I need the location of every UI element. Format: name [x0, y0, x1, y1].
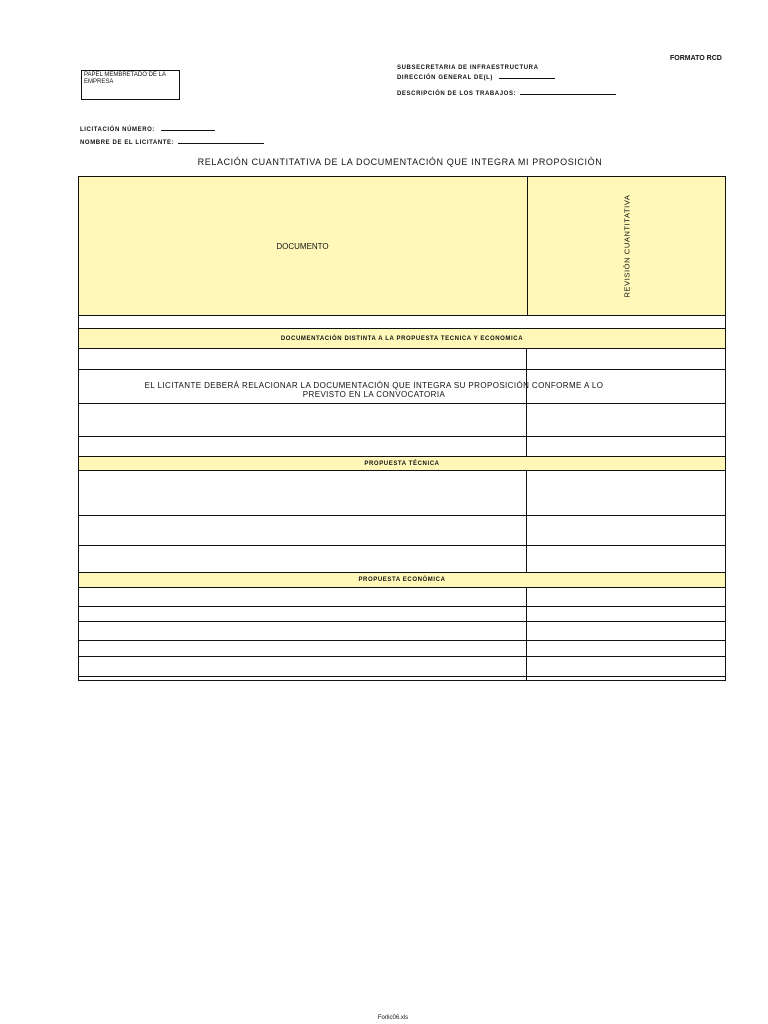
column-header-revision [527, 177, 725, 315]
descripcion-blank[interactable] [520, 88, 616, 95]
licitacion-numero-label: LICITACIÓN NÚMERO: [80, 127, 156, 133]
table-row[interactable] [79, 403, 725, 437]
section-header-propuesta-tecnica: PROPUESTA TÉCNICA [79, 456, 725, 471]
column-divider [526, 470, 527, 572]
table-row[interactable] [79, 515, 725, 546]
table-row[interactable] [79, 545, 725, 573]
table-row[interactable] [79, 436, 725, 457]
licitante-nombre-label: NOMBRE DE EL LICITANTE: [80, 140, 175, 146]
instruction-note: EL LICITANTE DEBERÁ RELACIONAR LA DOCUMENTACIÓN QUE INTEGRA SU PROPOSICIÓN CONFORME A LO PREVISTO EN LA CONVOCATORIA [144, 381, 604, 399]
section-header-propuesta-economica: PROPUESTA ECONÓMICA [79, 572, 725, 587]
format-code: FORMATO RCD [670, 55, 722, 62]
table-bottom-line [79, 676, 725, 677]
column-header-revision-label: REVISIÓN CUANTITATIVA [622, 194, 631, 298]
licitacion-numero-line [80, 124, 215, 133]
page-title: RELACIÓN CUANTITATIVA DE LA DOCUMENTACIÓN QUE INTEGRA MI PROPOSICIÓN [197, 157, 603, 167]
subsecretaria-label: SUBSECRETARIA DE INFRAESTRUCTURA [397, 65, 539, 71]
descripcion-label: DESCRIPCIÓN DE LOS TRABAJOS: [397, 91, 517, 97]
column-divider [526, 348, 527, 456]
table-row[interactable] [79, 587, 725, 607]
direccion-line [397, 72, 555, 81]
table-row[interactable] [79, 606, 725, 622]
spacer-row [79, 315, 725, 329]
licitacion-numero-blank[interactable] [161, 124, 215, 131]
section-header-documentacion: DOCUMENTACIÓN DISTINTA A LA PROPUESTA TECNICA Y ECONOMICA [79, 328, 725, 348]
table-row[interactable] [79, 348, 725, 370]
table-row[interactable] [79, 640, 725, 657]
table-row[interactable] [79, 656, 725, 677]
descripcion-line [397, 88, 616, 97]
licitante-nombre-line [80, 137, 264, 146]
direccion-blank[interactable] [499, 72, 555, 79]
file-name: Forlic06.xls [377, 1015, 409, 1021]
column-divider [526, 587, 527, 681]
table-row[interactable] [79, 470, 725, 516]
direccion-label: DIRECCIÓN GENERAL DE(L) [397, 75, 494, 81]
licitante-nombre-blank[interactable] [178, 137, 264, 144]
table-row[interactable] [79, 621, 725, 641]
letterhead-box: PAPEL MEMBRETADO DE LA EMPRESA [81, 70, 180, 100]
table-header [79, 177, 725, 315]
column-header-documento: DOCUMENTO [276, 241, 329, 251]
documentation-table [78, 176, 726, 681]
